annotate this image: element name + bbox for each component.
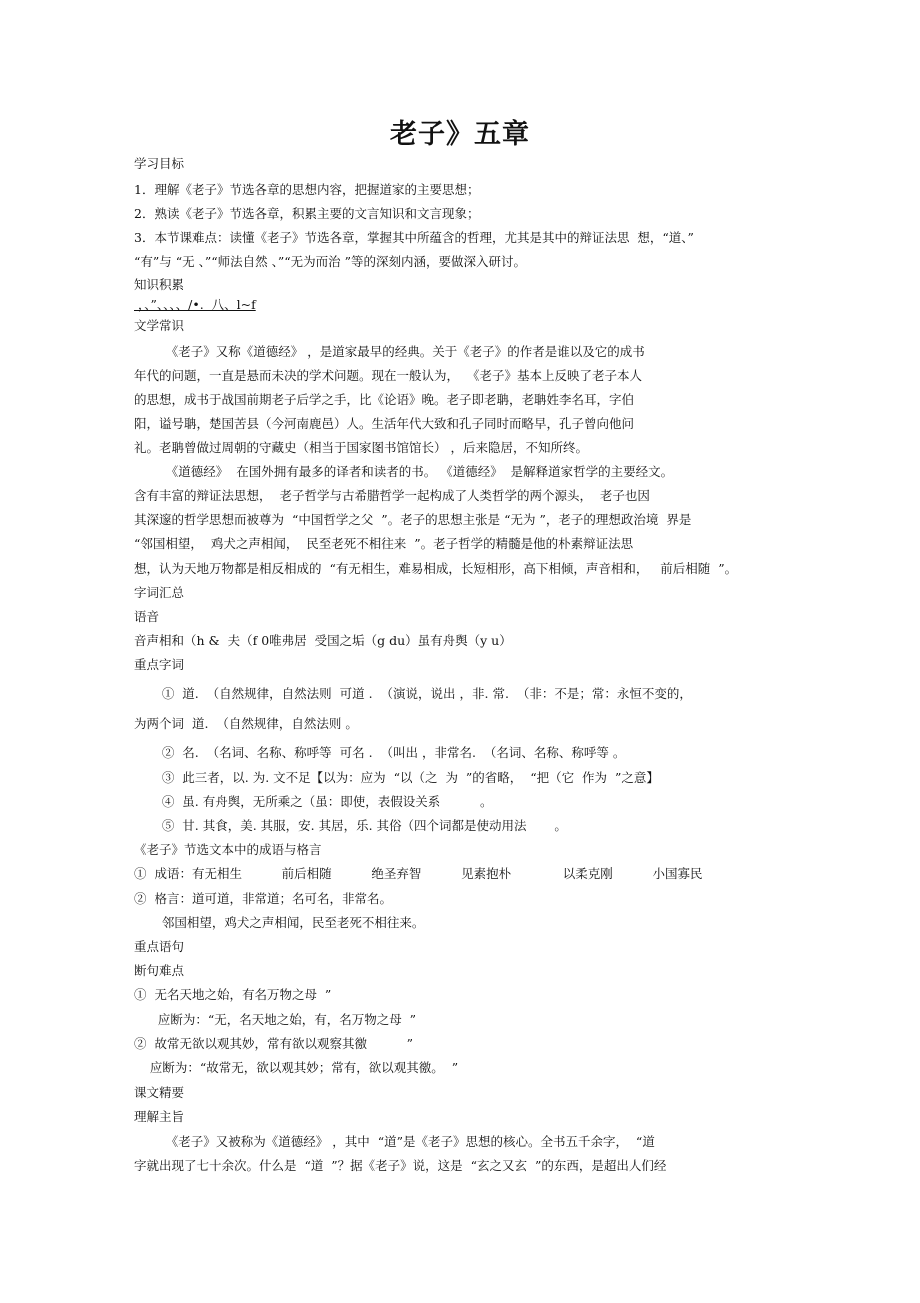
- paragraph-line: 年代的问题，一直是悬而未决的学术问题。现在一般认为， 《老子》基本上反映了老子本人: [134, 368, 642, 383]
- sentence-2: ② 故常无欲以观其妙，常有欲以观察其徼 ”: [134, 1036, 414, 1051]
- key-word-2: ② 名. （名词、名称、称呼等 可名 . （叫出 ，非常名. （名词、名称、称呼等 。: [134, 745, 626, 760]
- heading-idioms: 《老子》节选文本中的成语与格言: [134, 842, 322, 857]
- maxims-line: ② 格言：道可道，非常道；名可名，非常名。: [134, 891, 392, 906]
- goal-1: 1．理解《老子》节选各章的思想内容，把握道家的主要思想；: [134, 182, 480, 197]
- key-word-4: ④ 虽. 有舟舆，无所乘之（虽：即使，表假设关系 。: [134, 794, 493, 809]
- paragraph-line: 其深邃的哲学思想而被尊为 “中国哲学之父 ”。老子的思想主张是 “无为 ”，老子的理想政治境 界是: [134, 512, 692, 527]
- heading-vocab: 字词汇总: [134, 585, 185, 600]
- heading-literature: 文学常识: [134, 318, 185, 333]
- heading-knowledge: 知识积累: [134, 277, 185, 292]
- paragraph-line: 含有丰富的辩证法思想， 老子哲学与古希腊哲学一起构成了人类哲学的两个源头， 老子也因: [134, 488, 650, 503]
- garbled-line: ，、”、、、、/•. 八、l~f: [134, 297, 256, 312]
- maxims-line-cont: 邻国相望，鸡犬之声相闻，民至老死不相往来。: [134, 915, 425, 930]
- paragraph-line: 《老子》又称《道德经》 ，是道家最早的经典。关于《老子》的作者是谁以及它的成书: [134, 344, 645, 359]
- pronunciation-line: 音声相和（h & 夫（f 0唯弗居 受国之垢（g du）虽有舟舆（y u）: [134, 633, 512, 648]
- goal-3-cont: “有”与 “无 、”“师法自然 、”“无为而治 ”等的深刻内涵，要做深入研讨。: [134, 254, 527, 269]
- heading-key-words: 重点字词: [134, 657, 185, 672]
- sentence-2-answer: 应断为：“故常无，欲以观其妙；常有，欲以观其徼。 ”: [134, 1060, 459, 1075]
- paragraph-line: 礼。老聃曾做过周朝的守藏史（相当于国家图书馆馆长） ，后来隐居，不知所终。: [134, 440, 588, 455]
- heading-punctuation: 断句难点: [134, 963, 185, 978]
- heading-theme: 理解主旨: [134, 1109, 185, 1124]
- sentence-1: ① 无名天地之始，有名万物之母 ”: [134, 987, 332, 1002]
- sentence-1-answer: 应断为：“无，名天地之始，有，名万物之母 ”: [134, 1012, 417, 1027]
- idioms-line: ① 成语：有无相生 前后相随 绝圣弃智 见素抱朴 以柔克刚 小国寡民: [134, 866, 703, 881]
- key-word-1-cont: 为两个词 道. （自然规律，自然法则 。: [134, 716, 358, 731]
- paragraph-line: “邻国相望， 鸡犬之声相闻， 民至老死不相往来 ”。老子哲学的精髓是他的朴素辩证法思: [134, 536, 634, 551]
- paragraph-line: 的思想，成书于战国前期老子后学之手，比《论语》晚。老子即老聃，老聃姓李名耳，字伯: [134, 392, 635, 407]
- theme-line: 字就出现了七十余次。什么是 “道 ”？据《老子》说，这是 “玄之又玄 ”的东西，是超出人们经: [134, 1158, 667, 1173]
- heading-key-sentences: 重点语句: [134, 939, 185, 954]
- heading-essentials: 课文精要: [134, 1085, 185, 1100]
- goal-2: 2．熟读《老子》节选各章，积累主要的文言知识和文言现象；: [134, 206, 480, 221]
- key-word-5: ⑤ 甘. 其食，美. 其服，安. 其居，乐. 其俗（四个词都是使动用法 。: [134, 818, 567, 833]
- key-word-1: ① 道. （自然规律，自然法则 可道 . （演说，说出 ，非. 常. （非：不是；常：永恒不变的，: [134, 686, 692, 701]
- paragraph-line: 阳，谥号聃，楚国苦县（今河南鹿邑）人。生活年代大致和孔子同时而略早，孔子曾向他问: [134, 416, 635, 431]
- page-title: 老子》五章: [390, 119, 530, 150]
- theme-line: 《老子》又被称为《道德经》 ，其中 “道”是《老子》思想的核心。全书五千余字， “道: [134, 1134, 655, 1149]
- heading-pronunciation: 语音: [134, 609, 160, 624]
- paragraph-line: 《道德经》 在国外拥有最多的译者和读者的书。 《道德经》 是解释道家哲学的主要经文。: [134, 464, 674, 479]
- goal-3: 3．本节课难点：读懂《老子》节选各章，掌握其中所蕴含的哲理，尤其是其中的辩证法思 想，“道、”: [134, 230, 694, 245]
- paragraph-line: 想，认为天地万物都是相反相成的 “有无相生，难易相成，长短相形，高下相倾，声音相和， 前后相随 ”。: [134, 561, 738, 576]
- key-word-3: ③ 此三者，以. 为. 文不足【以为：应为 “以（之 为 ”的省略， “把（它 作为 ”之意】: [134, 770, 659, 785]
- heading-goals: 学习目标: [134, 156, 185, 171]
